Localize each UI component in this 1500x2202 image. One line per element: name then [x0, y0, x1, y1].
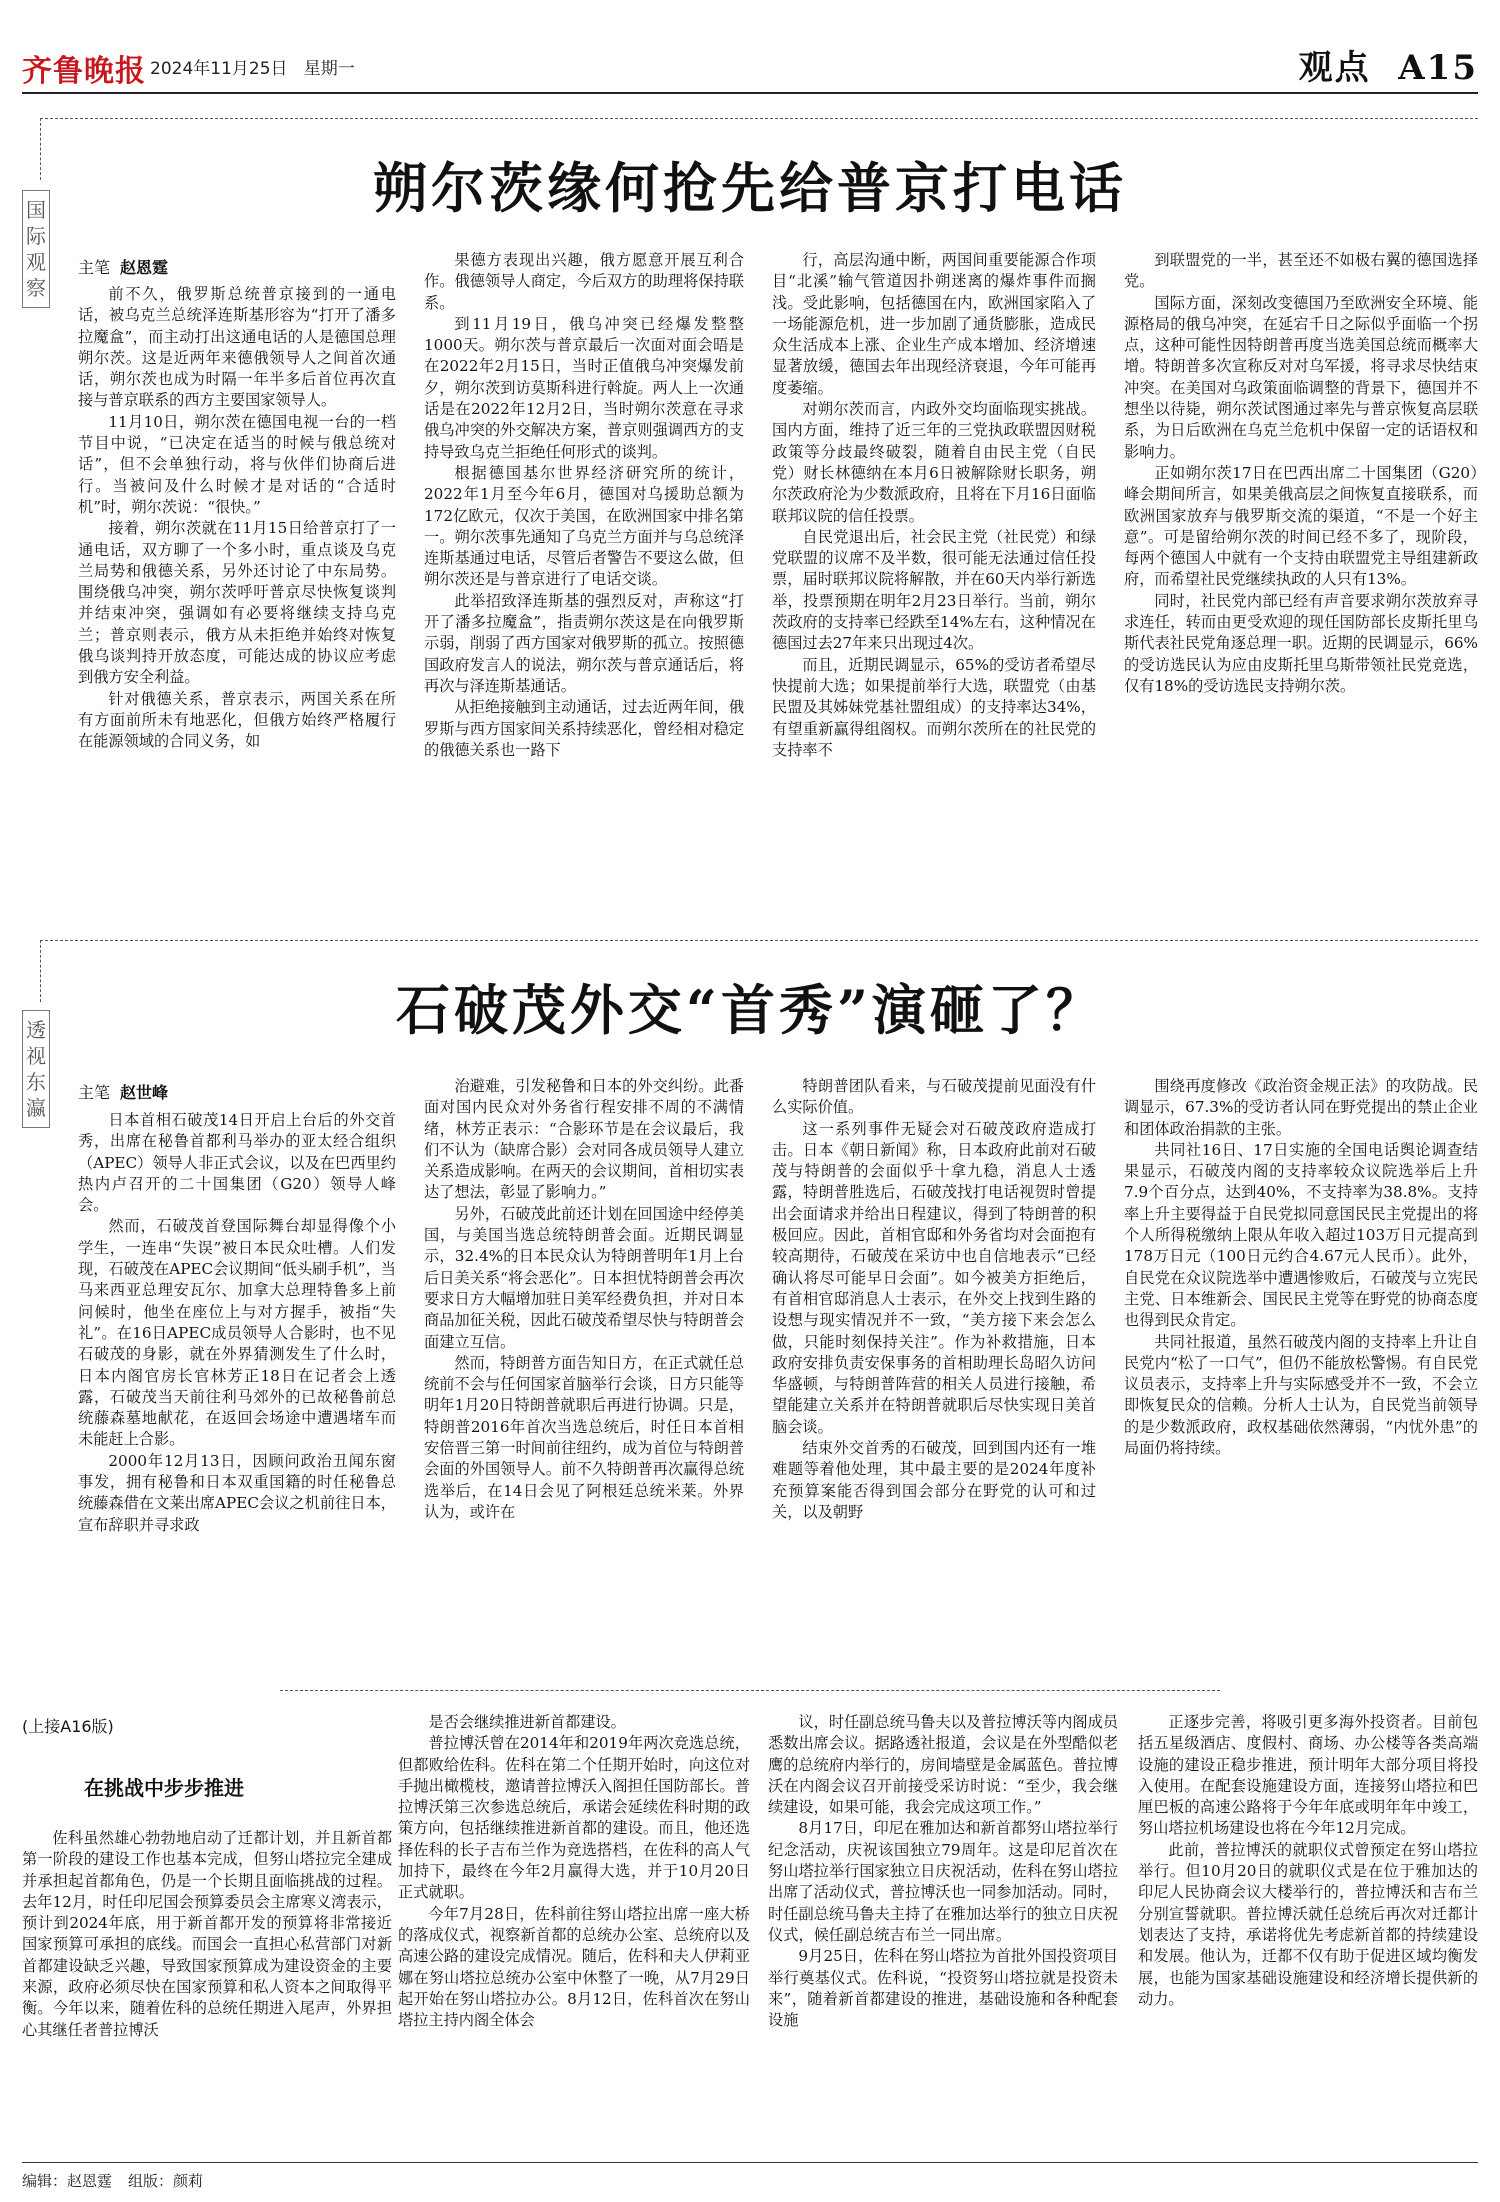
paragraph: 正如朔尔茨17日在巴西出席二十国集团（G20）峰会期间所言，如果美俄高层之间恢复直接联系，而欧洲国家放弃与俄罗斯交流的渠道，“不是一个好主意”。可是留给朔尔茨的时间已经不多了，现阶段，每两个德国人中就有一个支持由联盟党主导组建新政府，而希望社民党继续执政的人只有13%。 — [1124, 463, 1478, 589]
column-badge-international: 国际观察 — [22, 190, 50, 308]
paragraph: 果德方表现出兴趣，俄方愿意开展互利合作。俄德领导人商定，今后双方的助理将保持联系。 — [424, 251, 744, 312]
article2-column-1 — [78, 1110, 396, 1660]
paragraph: 议，时任副总统马鲁夫以及普拉博沃等内阁成员悉数出席会议。据路透社报道，会议是在外型酷似老鹰的总统府内举行的，房间墙壁是金属蓝色。普拉博沃在内阁会议召开前接受采访时说：“至少，我会继续建设，如果可能，我会完成这项工作。” — [768, 1713, 1118, 1817]
paragraph: 此前，普拉博沃的就职仪式曾预定在努山塔拉举行。但10月20日的就职仪式是在位于雅加达的印尼人民协商会议大楼举行的，普拉博沃和吉布兰分别宣誓就职。普拉博沃就任总统后再次对迁都计划表达了支持，承诺将优先考虑新首都的持续建设和发展。他认为，迁都不仅有助于促进区域均衡发展，也能为国家基础设施建设和经济增长提供新的动力。 — [1138, 1840, 1478, 2008]
newspaper-logo: 齐鲁晚报 — [22, 54, 146, 89]
article1-top-border — [40, 118, 1478, 119]
article1-byline: 主笔 赵恩霆 — [78, 258, 169, 277]
paragraph: 然而，特朗普方面告知日方，在正式就任总统前不会与任何国家首脑举行会谈，日方只能等明年1月20日特朗普就职后再进行协调。只是，特朗普2016年首次当选总统后，时任日本首相安倍晋三第一时间前往纽约，成为首位与特朗普会面的外国领导人。前不久特朗普再次赢得总统选举后，在14日会见了阿根廷总统米莱。外界认为，或许在 — [424, 1353, 744, 1521]
paragraph: 而且，近期民调显示，65%的受访者希望尽快提前大选；如果提前举行大选，联盟党（由基民盟及其姊妹党基社盟组成）的支持率达34%，有望重新赢得组阁权。而朔尔茨所在的社民党的支持率不 — [772, 655, 1096, 759]
paragraph: 此举招致泽连斯基的强烈反对，声称这“打开了潘多拉魔盒”，指责朔尔茨这是在向俄罗斯示弱，削弱了西方国家对俄罗斯的孤立。按照德国政府发言人的说法，朔尔茨与普京通话后，将再次与泽连斯基通话。 — [424, 591, 744, 695]
paragraph: 佐科虽然雄心勃勃地启动了迁都计划，并且新首都第一阶段的建设工作也基本完成，但努山塔拉完全建成并承担起首都角色，仍是一个长期且面临挑战的过程。去年12月，时任印尼国会预算委员会主席寒义湾表示，预计到2024年底，用于新首都开发的预算将非常接近国家预算可承担的底线。而国会一直担心私营部门对新首都建设缺乏兴趣，导致国家预算成为建设资金的主要来源，政府必须尽快在国家预算和私人资本之间取得平衡。今年以来，随着佐科的总统任期进入尾声，外界担心其继任者普拉博沃 — [22, 1829, 392, 2039]
issue-date: 2024年11月25日 星期一 — [150, 59, 355, 79]
paragraph: 接着，朔尔茨就在11月15日给普京打了一通电话，双方聊了一个多小时，重点谈及乌克兰局势和俄德关系，另外还讨论了中东局势。围绕俄乌冲突，朔尔茨呼吁普京尽快恢复谈判并结束冲突，强调如有必要将继续支持乌克兰；普京则表示，俄方从未拒绝并始终对恢复俄乌谈判持开放态度，可能达成的协议应考虑到俄方安全利益。 — [78, 519, 396, 687]
paragraph: 这一系列事件无疑会对石破茂政府造成打击。日本《朝日新闻》称，日本政府此前对石破茂与特朗普的会面似乎十拿九稳，消息人士透露，特朗普胜选后，石破茂找打电话视贺时曾提出会面请求并给出日程建议，得到了特朗普的积极回应。因此，首相官邸和外务省均对会面抱有较高期待，石破茂在采访中也自信地表示“已经确认将尽可能早日会面”。如今被美方拒绝后，有首相官邸消息人士表示，在外交上找到生路的设想与现实情况并不一致，“美方接下来会怎么做，只能时刻保持关注”。作为补救措施，日本政府安排负责安保事务的首相助理长岛昭久访问华盛顿，与特朗普阵营的相关人员进行接触，希望能建立关系并在特朗普就职后尽快实现日美首脑会谈。 — [772, 1119, 1096, 1436]
paragraph: 是否会继续推进新首都建设。 — [428, 1713, 626, 1731]
paragraph: 自民党退出后，社会民主党（社民党）和绿党联盟的议席不及半数，很可能无法通过信任投票，届时联邦议院将解散，并在60天内举行新选举，投票预期在明年2月23日举行。当前，朔尔茨政府的支持率已经跌至14%左右，这种情况在德国过去27年来只出现过4次。 — [772, 527, 1096, 653]
paragraph: 8月17日，印尼在雅加达和新首都努山塔拉举行纪念活动，庆祝该国独立79周年。这是印尼首次在努山塔拉举行国家独立日庆祝活动，佐科在努山塔拉出席了活动仪式，普拉博沃也一同参加活动。同时，时任副总统马鲁夫主持了在雅加达举行的独立日庆祝仪式，候任副总统吉布兰一同出席。 — [768, 1819, 1118, 1944]
paragraph: 普拉博沃曾在2014年和2019年两次竞选总统，但都败给佐科。佐科在第二个任期开始时，向这位对手抛出橄榄枝，邀请普拉博沃入阁担任国防部长。普拉博沃第三次参选总统后，承诺会延续佐科时期的政策方向，包括继续推进新首都的建设。而且，他还选择佐科的长子吉布兰作为竞选搭档，在佐科的高人气加持下，最终在今年2月赢得大选，并于10月20日正式就职。 — [398, 1734, 750, 1902]
paragraph: 特朗普团队看来，与石破茂提前见面没有什么实际价值。 — [772, 1077, 1096, 1117]
paragraph: 到联盟党的一半，甚至还不如极右翼的德国选择党。 — [1124, 251, 1478, 291]
paragraph: 治避难，引发秘鲁和日本的外交纠纷。此番面对国内民众对外务省行程安排不周的不满情绪，林芳正表示：“合影环节是在会议最后，我们不认为（缺席合影）会对同各成员领导人建立关系造成影响。在两天的会议期间，首相切实表达了想法，彰显了影响力。” — [424, 1077, 744, 1202]
article1-column-3 — [772, 250, 1096, 884]
article2-column-4 — [1124, 1076, 1478, 1660]
paragraph: 另外，石破茂此前还计划在回国途中经停美国，与美国当选总统特朗普会面。近期民调显示，32.4%的日本民众认为特朗普明年1月上台后日美关系“将会恶化”。日本担忧特朗普会再次要求日方大幅增加驻日美军经费负担，并对日本商品加征关税，因此石破茂希望尽快与特朗普会面建立互信。 — [424, 1204, 744, 1351]
article1-headline: 朔尔茨缘何抢先给普京打电话 — [373, 156, 1127, 220]
paragraph: 正逐步完善，将吸引更多海外投资者。目前包括五星级酒店、度假村、商场、办公楼等各类高端设施的建设正稳步推进，预计明年大部分项目将投入使用。在配套设施建设方面，连接努山塔拉和巴厘巴板的高速公路将于今年年底或明年年中竣工，努山塔拉机场建设也将在今年12月完成。 — [1138, 1713, 1478, 1838]
paragraph: 今年7月28日，佐科前往努山塔拉出席一座大桥的落成仪式，视察新首都的总统办公室、总统府以及高速公路的建设完成情况。随后，佐科和夫人伊莉亚娜在努山塔拉总统办公室中休整了一晚，从7月29日起开始在努山塔拉办公。8月12日，佐科首次在努山塔拉主持内阁全体会 — [398, 1904, 750, 2030]
article1-column-1 — [78, 284, 396, 884]
paragraph: 11月10日，朔尔茨在德国电视一台的一档节目中说，“已决定在适当的时候与俄总统对话”，但不会单独行动，将与伙伴们协商后进行。当被问及什么时候才是对话的“合适时机”时，朔尔茨说：“很快。” — [78, 412, 396, 516]
article3-subtitle: 在挑战中步步推进 — [84, 1776, 244, 1800]
paragraph: 围绕再度修改《政治资金规正法》的攻防战。民调显示，67.3%的受访者认同在野党提出的禁止企业和团体政治捐款的主张。 — [1124, 1077, 1478, 1138]
article1-column-2 — [424, 250, 744, 884]
article2-byline: 主笔 赵世峰 — [78, 1083, 169, 1102]
paragraph: 从拒绝接触到主动通话，过去近两年间，俄罗斯与西方国家间关系持续恶化，曾经相对稳定的俄德关系也一路下 — [424, 698, 744, 759]
paragraph: 国际方面，深刻改变德国乃至欧洲安全环境、能源格局的俄乌冲突，在延宕千日之际似乎面临一个拐点，这种可能性因特朗普再度当选美国总统而概率大增。特朗普多次宣称反对对乌军援，将寻求尽快结束冲突。在美国对乌政策面临调整的背景下，德国并不想坐以待毙，朔尔茨试图通过率先与普京恢复高层联系，为日后欧洲在乌克兰危机中保留一定的话语权和影响力。 — [1124, 293, 1478, 461]
article3-column-2 — [398, 1712, 750, 2154]
article3-column-1 — [22, 1828, 392, 2154]
paragraph: 到11月19日，俄乌冲突已经爆发整整1000天。朔尔茨与普京最后一次面对面会晤是在2022年2月15日，当时正值俄乌冲突爆发前夕，朔尔茨到访莫斯科进行斡旋。两人上一次通话是在2022年12月2日，当时朔尔茨意在寻求俄乌冲突的外交解决方案，普京则强调西方的支持导致乌克兰拒绝任何形式的谈判。 — [424, 314, 744, 461]
paragraph: 行，高层沟通中断，两国间重要能源合作项目“北溪”输气管道因扑朔迷离的爆炸事件而搁浅。受此影响，包括德国在内，欧洲国家陷入了一场能源危机，进一步加剧了通货膨胀，造成民众生活成本上涨、企业生产成本增加、经济增速显著放缓，德国去年出现经济衰退，今年可能再度萎缩。 — [772, 251, 1096, 397]
page-credits: 编辑：赵恩霆 组版：颜莉 — [22, 2172, 204, 2190]
article3-column-3 — [768, 1712, 1118, 2154]
article3-column-4 — [1138, 1712, 1478, 2154]
masthead-rule — [22, 92, 1478, 94]
article2-column-3 — [772, 1076, 1096, 1660]
paragraph: 日本首相石破茂14日开启上台后的外交首秀，出席在秘鲁首都利马举办的亚太经合组织（APEC）领导人非正式会议，以及在巴西里约热内卢召开的二十国集团（G20）领导人峰会。 — [78, 1111, 396, 1215]
paragraph: 9月25日，佐科在努山塔拉为首批外国投资项目举行奠基仪式。佐科说，“投资努山塔拉就是投资未来”，随着新首都建设的推进，基础设施和各种配套设施 — [768, 1947, 1118, 2030]
paragraph: 共同社报道，虽然石破茂内阁的支持率上升让自民党内“松了一口气”，但仍不能放松警惕。有自民党议员表示，支持率上升与实际感受并不一致，不会立即恢复民众的信赖。分析人士认为，自民党当前领导的是少数派政府，政权基础依然薄弱，“内忧外患”的局面仍将持续。 — [1124, 1332, 1478, 1458]
paragraph: 2000年12月13日，因顾问政治丑闻东窗事发，拥有秘鲁和日本双重国籍的时任秘鲁总统藤森借在文莱出席APEC会议之机前往日本，宣布辞职并寻求政 — [78, 1451, 396, 1534]
article1-column-4 — [1124, 250, 1478, 884]
paragraph: 前不久，俄罗斯总统普京接到的一通电话，被乌克兰总统泽连斯基形容为“打开了潘多拉魔盒”，而主动打出这通电话的人是德国总理朔尔茨。这是近两年来德俄领导人之间首次通话，朔尔茨也成为时隔一年半多后首位再次直接与普京联系的西方主要国家领导人。 — [78, 285, 396, 410]
section-separator — [280, 1690, 1220, 1691]
article2-headline: 石破茂外交“首秀”演砸了？ — [395, 978, 1105, 1042]
paragraph: 同时，社民党内部已经有声音要求朔尔茨放弃寻求连任，转而由更受欢迎的现任国防部长皮斯托里乌斯代表社民党角逐总理一职。近期的民调显示，66%的受访选民认为应由皮斯托里乌斯带领社民党竞选，仅有18%的受访选民支持朔尔茨。 — [1124, 591, 1478, 695]
paragraph: 结束外交首秀的石破茂，回到国内还有一堆难题等着他处理，其中最主要的是2024年度补充预算案能否得到国会部分在野党的认可和过关，以及朝野 — [772, 1439, 1096, 1521]
paragraph: 根据德国基尔世界经济研究所的统计，2022年1月至今年6月，德国对乌援助总额为172亿欧元，仅次于美国，在欧洲国家中排名第一。朔尔茨事先通知了乌克兰方面并与乌总统泽连斯基通过电话，尽管后者警告不要这么做，但朔尔茨还是与普京进行了电话交谈。 — [424, 463, 744, 589]
continued-from-label: (上接A16版) — [22, 1717, 114, 1736]
article2-top-border — [40, 940, 1478, 941]
paragraph: 对朔尔茨而言，内政外交均面临现实挑战。国内方面，维持了近三年的三党执政联盟因财税政策等分歧最终破裂，随着自由民主党（自民党）财长林德纳在本月6日被解除财长职务，朔尔茨政府沦为少数派政府，且将在下月16日面临联邦议院的信任投票。 — [772, 400, 1096, 525]
article2-column-2 — [424, 1076, 744, 1660]
paragraph: 针对俄德关系，普京表示，两国关系在所有方面前所未有地恶化，但俄方始终严格履行在能源领域的合同义务，如 — [78, 689, 396, 751]
paragraph: 共同社16日、17日实施的全国电话舆论调查结果显示，石破茂内阁的支持率较众议院选举后上升7.9个百分点，达到40%，不支持率为38.8%。支持率上升主要得益于自民党拟同意国民民主党提出的将个人所得税缴纳上限从年收入超过103万日元提高到178万日元（100日元约合4.67元人民币）。此外，自民党在众议院选举中遭遇惨败后，石破茂与立宪民主党、日本维新会、国民民主党等在野党的协商态度也得到民众肯定。 — [1124, 1140, 1478, 1330]
paragraph: 然而，石破茂首登国际舞台却显得像个小学生，一连串“失误”被日本民众吐槽。人们发现，石破茂在APEC会议期间“低头刷手机”，当马来西亚总理安瓦尔、加拿大总理特鲁多上前问候时，他坐在座位上与对方握手，被指“失礼”。在16日APEC成员领导人合影时，也不见石破茂的身影，就在外界猜测发生了什么时，日本内阁官房长官林芳正18日在记者会上透露，石破茂当天前往利马郊外的已故秘鲁前总统藤森墓地献花，在返回会场途中遭遇堵车而未能赶上合影。 — [78, 1217, 396, 1449]
footer-rule — [22, 2162, 1478, 2163]
column-badge-japan: 透视东瀛 — [22, 1010, 50, 1128]
section-page: 观点 A15 — [1298, 48, 1478, 88]
